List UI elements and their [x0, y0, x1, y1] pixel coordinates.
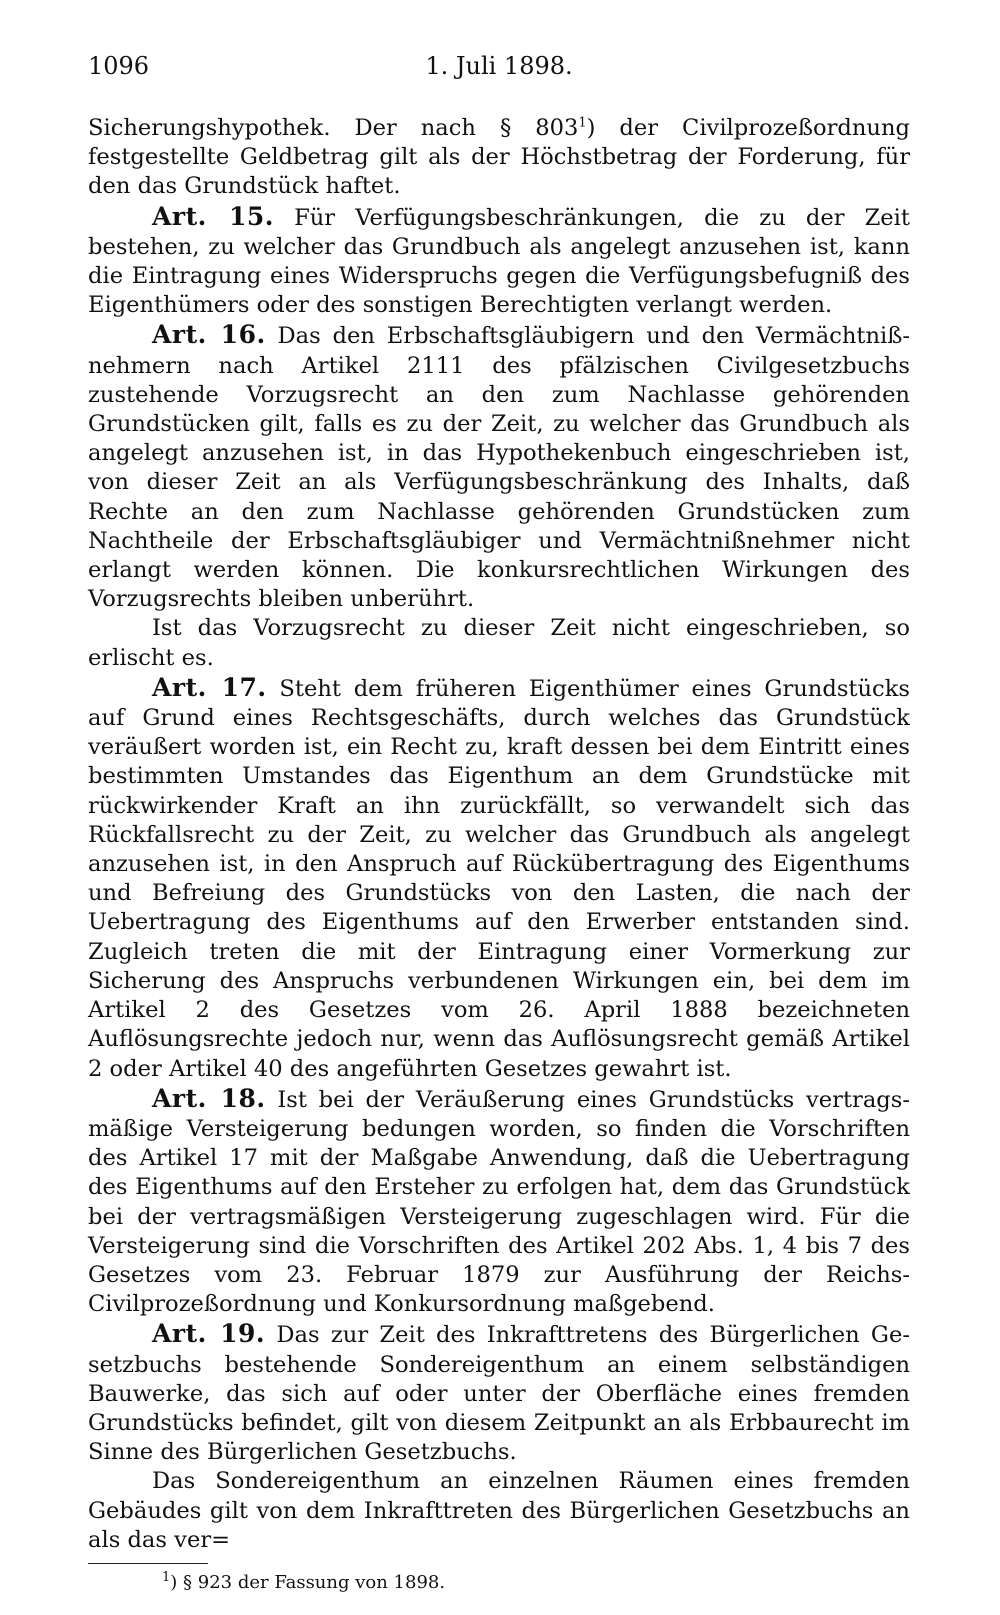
document-page	[88, 52, 910, 1594]
article-18-text: Ist bei der Veräußerung eines Grundstücks vertragsmäßige Versteigerung bedungen worden, so finden die Vorschriften des Artikel 17 mit der Maßgabe Anwendung, daß die Uebertragung des Eigenthums auf den Ersteher zu erfolgen hat, dem das Grundstück bei der vertragsmäßigen Versteigerung zugeschlagen wird. Für die Versteigerung sind die Vorschriften des Artikel 202 Abs. 1, 4 bis 7 des Gesetzes vom 23. Februar 1879 zur Ausführung der Reichs-Civilprozeßordnung und Konkursordnung maßgebend.	[88, 1086, 910, 1318]
intro-text: Sicherungshypothek. Der nach § 803	[88, 115, 579, 141]
article-16	[88, 320, 910, 614]
intro-paragraph	[88, 114, 910, 202]
article-16-paragraph-2: Ist das Vorzugsrecht zu dieser Zeit nicht eingeschrieben, so erlischt es.	[88, 615, 910, 671]
article-17	[88, 673, 910, 1084]
article-15-text: Für Verfügungsbeschränkungen, die zu der Zeit bestehen, zu welcher das Grundbuch als angelegt anzusehen ist, kann die Eintragung eines Widerspruchs gegen die Verfügungsbefugniß des Eigenthümers oder des sonstigen Berechtigten verlangt werden.	[88, 204, 910, 319]
article-16-label: Art. 16.	[152, 320, 266, 350]
running-head	[88, 52, 910, 92]
footnote-text: ) § 923 der Fassung von 1898.	[170, 1571, 446, 1593]
body-text	[88, 114, 910, 1555]
article-19-text: Das zur Zeit des Inkrafttretens des Bürgerlichen Gesetzbuchs bestehende Sondereigenthum an einem selbständigen Bauwerke, das sich auf oder unter der Oberfläche eines fremden Grundstücks befindet, gilt von diesem Zeitpunkt an als Erbbaurecht im Sinne des Bürgerlichen Gesetzbuchs.	[88, 1322, 910, 1466]
article-19-label: Art. 19.	[152, 1319, 266, 1349]
footnote-ref: 1	[578, 115, 587, 131]
footnote-divider	[88, 1563, 208, 1564]
article-19	[88, 1319, 910, 1467]
page-date: 1. Juli 1898.	[425, 52, 573, 80]
footnote	[88, 1569, 910, 1594]
article-16-text: Das den Erbschaftsgläubigern und den Vermächtnißnehmern nach Artikel 2111 des pfälzischen Civilgesetzbuchs zustehende Vorzugsrecht an den zum Nachlasse gehörenden Grundstücken gilt, falls es zu der Zeit, zu welcher das Grundbuch als angelegt anzusehen ist, in das Hypothekenbuch eingeschrieben ist, von dieser Zeit an als Verfügungsbeschränkung des Inhalts, daß Rechte an den zum Nachlasse gehörenden Grundstücken zum Nachtheile der Erbschaftsgläubiger und Vermächtnißnehmer nicht erlangt werden können. Die konkursrechtlichen Wirkungen des Vorzugsrechts bleiben unberührt.	[88, 323, 910, 613]
article-15	[88, 202, 910, 321]
article-17-label: Art. 17.	[152, 672, 267, 702]
article-18	[88, 1084, 910, 1320]
article-17-text: Steht dem früheren Eigenthümer eines Grundstücks auf Grund eines Rechtsgeschäfts, durch welches das Grundstück veräußert worden ist, ein Recht zu, kraft dessen bei dem Eintritt eines bestimmten Umstandes das Eigenthum an dem Grundstücke mit rückwirkender Kraft an ihn zurückfällt, so verwandelt sich das Rückfallsrecht zu der Zeit, zu welcher das Grundbuch als angelegt anzusehen ist, in den Anspruch auf Rückübertragung des Eigenthums und Befreiung des Grundstücks von den Lasten, die nach der Uebertragung des Eigenthums auf den Erwerber entstanden sind. Zugleich treten die mit der Eintragung einer Vormerkung zur Sicherung des Anspruchs verbundenen Wirkungen ein, bei dem im Artikel 2 des Gesetzes vom 26. April 1888 bezeichneten Auflösungsrechte jedoch nur, wenn das Auflösungsrecht gemäß Artikel 2 oder Artikel 40 des angeführten Gesetzes gewahrt ist.	[88, 675, 910, 1082]
page-number: 1096	[88, 52, 150, 80]
footnote-marker: 1	[162, 1569, 171, 1585]
intro-text-rest: ) der Civilprozeßordnung festgestellte Geldbetrag gilt als der Höchstbetrag der Forderung, für den das Grundstück haftet.	[88, 115, 910, 200]
article-18-label: Art. 18.	[152, 1083, 266, 1113]
article-15-label: Art. 15.	[152, 201, 274, 231]
article-19-paragraph-2: Das Sondereigenthum an einzelnen Räumen eines fremden Gebäudes gilt von dem Inkrafttreten des Bürgerlichen Gesetzbuchs an als das ver=	[88, 1468, 910, 1553]
